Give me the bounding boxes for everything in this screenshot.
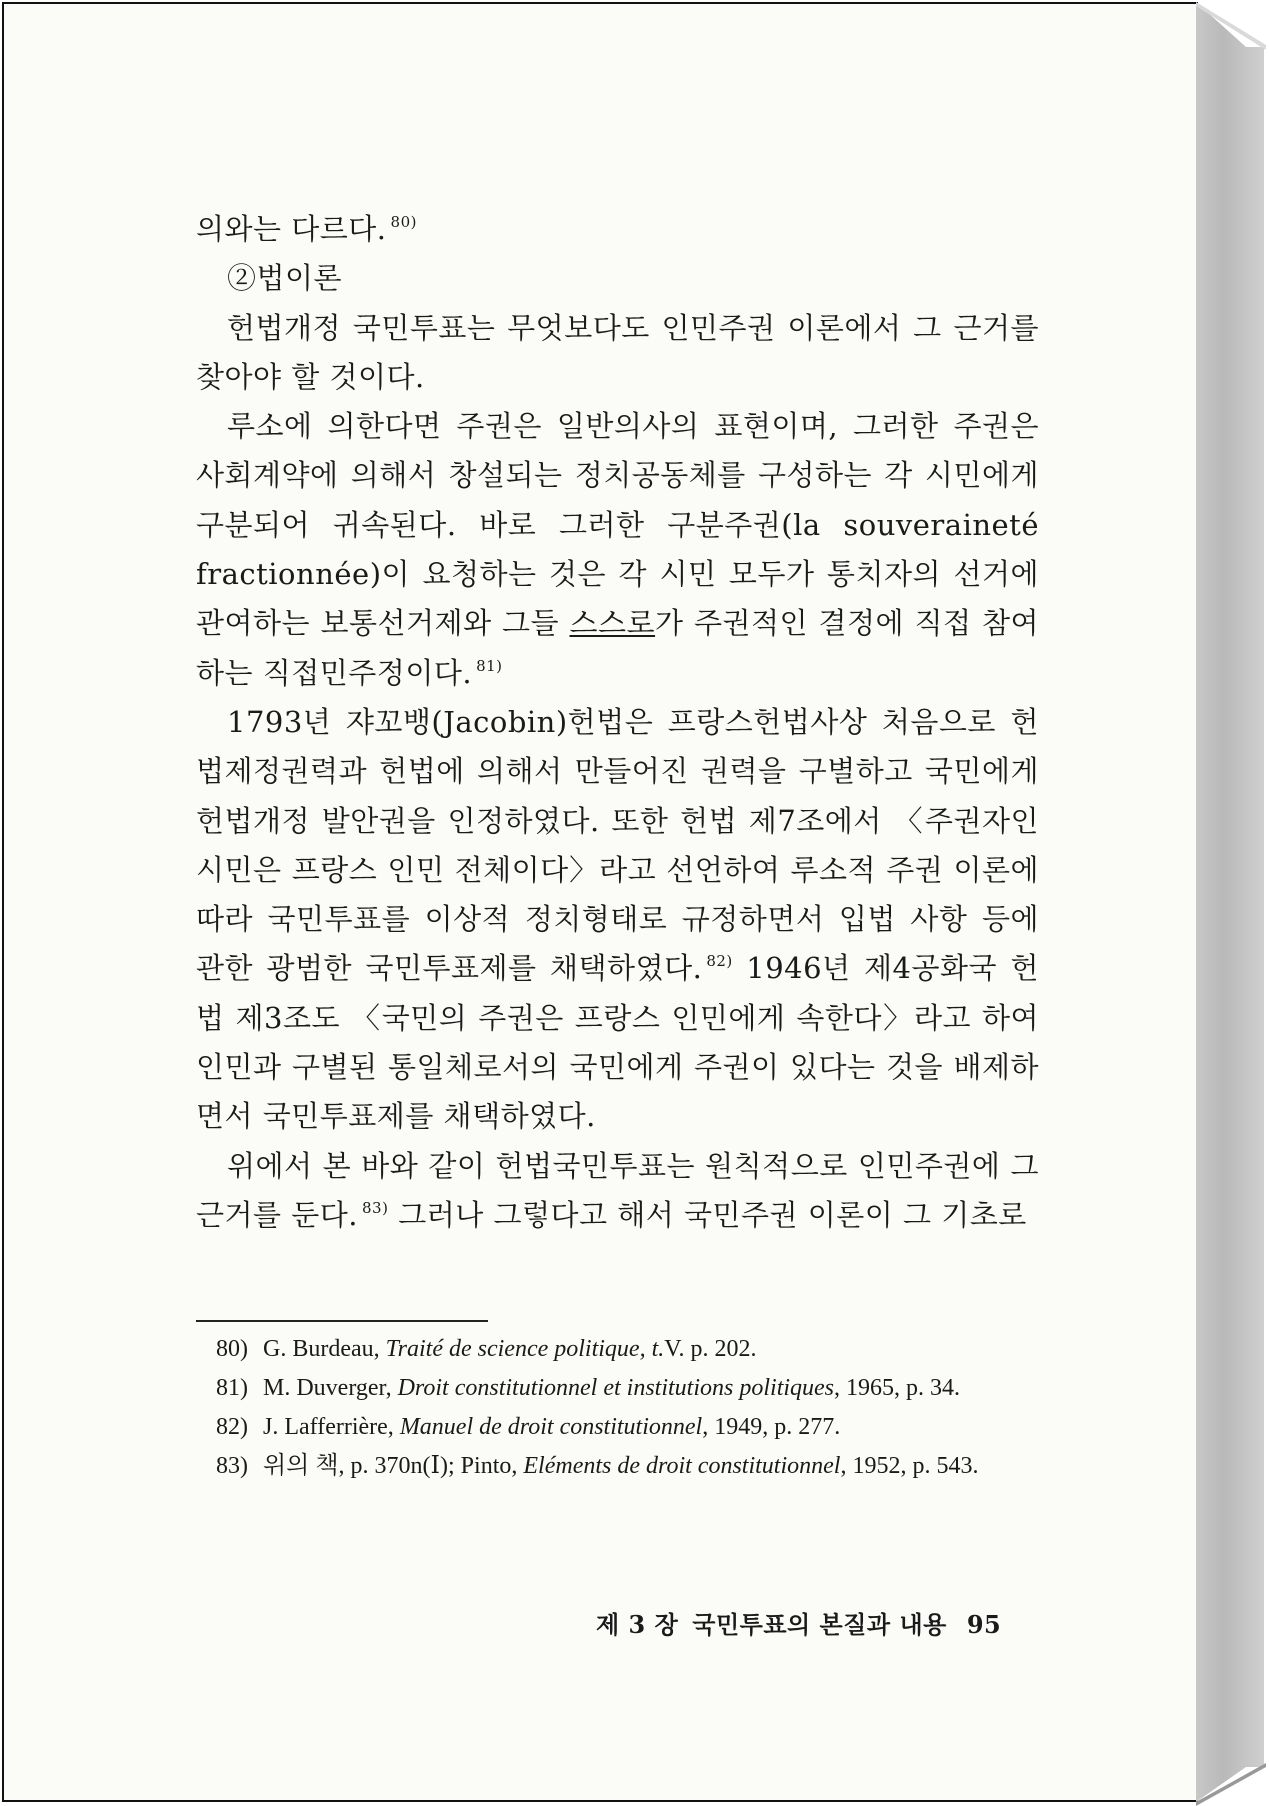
running-footer [596, 1605, 1001, 1640]
footnote-detail: , 1965, p. 34. [834, 1374, 961, 1401]
footnote-title: Manuel de droit constitutionnel [399, 1413, 703, 1440]
section-heading: ②법이론 [227, 261, 343, 296]
paragraph [196, 1142, 1039, 1241]
footnote-detail: , 1952, p. 543. [840, 1452, 979, 1479]
footnote-title: Traité de science politique, t. [385, 1336, 665, 1362]
paragraph-text: 위에서 본 바와 같이 헌법국민투표는 원칙적으로 인민주권에 그 근거를 둔다. [196, 1148, 1039, 1232]
paragraph-continuation [196, 205, 1039, 254]
footnote-title: Droit constitutionnel et institutions politiques [397, 1374, 835, 1401]
footnote-ref[interactable]: 80) [390, 213, 417, 231]
paragraph: 헌법개정 국민투표는 무엇보다도 인민주권 이론에서 그 근거를 찾아야 할 것이다. [196, 310, 1039, 394]
footnotes [216, 1330, 1046, 1486]
footnote-author: 위의 책, p. 370n(Ⅰ); Pinto, [263, 1452, 524, 1479]
footnote-ref[interactable]: 83) [362, 1198, 389, 1217]
paragraph-text: 의와는 다르다. [196, 212, 387, 246]
footnote-ref[interactable]: 81) [476, 656, 503, 675]
footnote-author: M. Duverger, [263, 1374, 398, 1401]
paragraph-text: 1946년 제4공화국 헌법 제3조도 〈국민의 주권은 프랑스 인민에게 속한다〉라고 하여 인민과 구별된 통일체로서의 국민에게 주권이 있다는 것을 배제하면서 국민투표제를 채택하였다. [196, 951, 1040, 1134]
footnote-divider [196, 1320, 488, 1322]
underlined-text: 스스로 [569, 606, 656, 641]
footnote-ref[interactable]: 82) [706, 952, 733, 971]
footnote-number: 81) [216, 1374, 248, 1401]
paragraph [196, 698, 1039, 1142]
footnote-item [216, 1408, 1046, 1447]
footnote-item [216, 1369, 1046, 1408]
footnote-detail: , 1949, p. 277. [702, 1413, 841, 1440]
chapter-title: 국민투표의 본질과 내용 [692, 1610, 947, 1639]
footnote-item [216, 1447, 1046, 1486]
paragraph-text: 가 주권적인 결정에 직접 참여하는 직접민주정이다. [196, 606, 1039, 690]
paragraph-text: 그러나 그렇다고 해서 국민주권 이론이 그 기초로 [398, 1197, 1027, 1232]
chapter-label: 제 3 장 [596, 1610, 679, 1639]
footnote-number: 80) [216, 1336, 248, 1362]
footnote-item [216, 1330, 1046, 1369]
footnote-detail: V. p. 202. [664, 1336, 757, 1362]
footnote-author: J. Lafferrière, [263, 1413, 400, 1440]
paragraph-text: 1793년 쟈꼬뱅(Jacobin)헌법은 프랑스헌법사상 처음으로 헌법제정권력과 헌법에 의해서 만들어진 권력을 구별하고 국민에게 헌법개정 발안권을 인정하였다. 또한 헌법 제7조에서 〈주권자인 시민은 프랑스 인민 전체이다〉라고 선언하여 루소적 주권 이론에 따라 국민투표를 이상적 정치형태로 규정하면서 입법 사항 등에 관한 광범한 국민투표제를 채택하였다. [196, 704, 1039, 986]
footnote-number: 83) [216, 1452, 248, 1479]
paragraph [196, 402, 1039, 698]
page-edge [1196, 2, 1264, 1802]
paragraph-text: 루소에 의한다면 주권은 일반의사의 표현이며, 그러한 주권은 사회계약에 의해서 창설되는 정치공동체를 구성하는 각 시민에게 구분되어 귀속된다. 바로 그러한 구분주권(la souveraineté fractionnée)이 요청하는 것은 각 시민 모두가 통치자의 선거에 관여하는 보통선거제와 그들 [196, 409, 1039, 641]
page-number: 95 [966, 1610, 1002, 1639]
footnote-title: Eléments de droit constitutionnel [523, 1452, 841, 1479]
footnote-author: G. Burdeau, [263, 1336, 386, 1362]
footnote-number: 82) [216, 1413, 248, 1440]
body-text [196, 205, 1039, 1240]
